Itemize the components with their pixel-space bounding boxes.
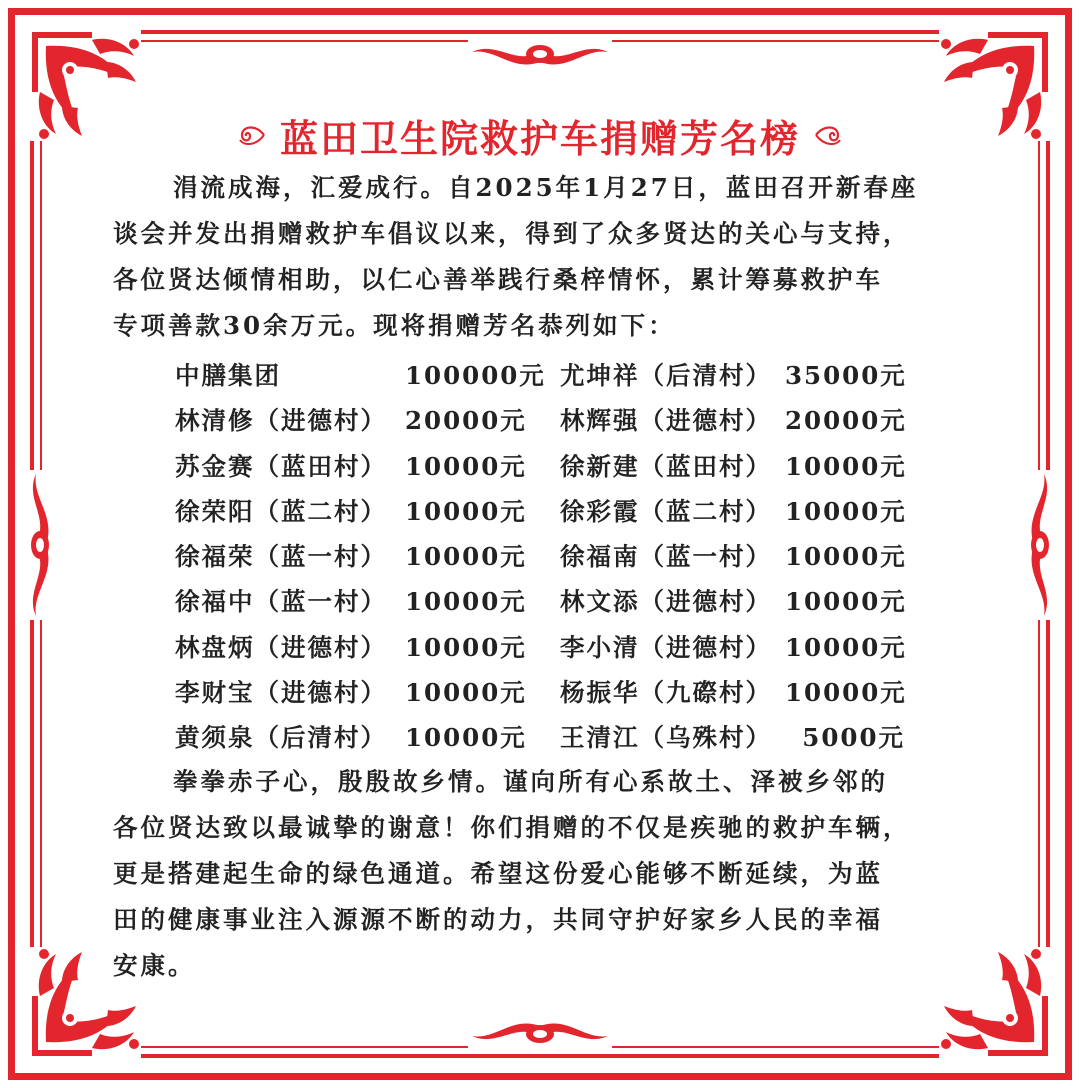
- donor-name: 徐福荣（蓝一村）: [175, 542, 387, 572]
- intro-line: 各位贤达倾情相助，以仁心善举践行桑梓情怀，累计筹募救护车: [113, 265, 883, 294]
- donor-amount: 10000元: [785, 542, 907, 572]
- title-right-scroll-icon: [814, 122, 844, 148]
- donor-name: 林清修（进德村）: [175, 406, 387, 436]
- donor-amount: 10000元: [785, 451, 907, 481]
- donor-amount: 10000元: [405, 587, 527, 617]
- donor-amount: 10000元: [405, 723, 527, 753]
- donor-row: [175, 670, 935, 715]
- donor-amount: 10000元: [405, 496, 527, 526]
- closing-line: 各位贤达致以最诚挚的谢意！你们捐赠的不仅是疾驰的救护车辆，: [113, 813, 911, 842]
- donor-name: 徐荣阳（蓝二村）: [175, 496, 387, 526]
- closing-line: 更是搭建起生命的绿色通道。希望这份爱心能够不断延续，为蓝: [113, 859, 883, 888]
- donor-name: 苏金赛（蓝田村）: [175, 451, 387, 481]
- page-title: 蓝田卫生院救护车捐赠芳名榜: [279, 115, 800, 161]
- donor-name: 徐福中（蓝一村）: [175, 587, 387, 617]
- right-center-ornament: [1014, 470, 1058, 620]
- intro-paragraph: [113, 165, 975, 349]
- donor-row: [175, 398, 935, 443]
- donor-amount: 10000元: [785, 587, 907, 617]
- top-center-ornament: [468, 38, 612, 78]
- donor-row: [175, 579, 935, 624]
- donor-name: 李小清（进德村）: [560, 632, 772, 662]
- left-center-ornament: [22, 470, 66, 620]
- donor-name: 林辉强（进德村）: [560, 406, 772, 436]
- donor-name: 林文添（进德村）: [560, 587, 772, 617]
- title-bar: [0, 103, 1080, 167]
- donor-amount: 5000元: [802, 723, 905, 753]
- donor-amount: 10000元: [405, 678, 527, 708]
- donor-name: 王清江（乌殊村）: [560, 723, 772, 753]
- donor-row: [175, 444, 935, 489]
- donor-amount: 10000元: [785, 632, 907, 662]
- donor-amount: 10000元: [785, 678, 907, 708]
- donor-name: 杨振华（九磜村）: [560, 678, 772, 708]
- closing-paragraph: [113, 759, 975, 989]
- closing-line: 拳拳赤子心，殷殷故乡情。谨向所有心系故土、泽被乡邻的: [173, 767, 888, 796]
- donor-amount: 20000元: [785, 406, 907, 436]
- donor-list: [175, 353, 935, 761]
- donor-amount: 35000元: [785, 361, 907, 390]
- donor-name: 李财宝（进德村）: [175, 678, 387, 708]
- closing-line: 安康。: [113, 951, 196, 980]
- donor-name: 徐彩霞（蓝二村）: [560, 496, 772, 526]
- bottom-center-ornament: [468, 1010, 612, 1050]
- intro-line: 谈会并发出捐赠救护车倡议以来，得到了众多贤达的关心与支持，: [113, 219, 911, 248]
- intro-line: 专项善款30余万元。现将捐赠芳名恭列如下：: [113, 311, 676, 340]
- donor-name: 中膳集团: [175, 361, 281, 390]
- donor-amount: 100000元: [405, 361, 546, 390]
- donor-amount: 10000元: [405, 632, 527, 662]
- donor-amount: 10000元: [405, 451, 527, 481]
- donor-name: 林盘炳（进德村）: [175, 632, 387, 662]
- closing-line: 田的健康事业注入源源不断的动力，共同守护好家乡人民的幸福: [113, 905, 883, 934]
- donor-row: [175, 353, 935, 398]
- donor-name: 徐新建（蓝田村）: [560, 451, 772, 481]
- donor-row: [175, 625, 935, 670]
- donor-row: [175, 534, 935, 579]
- donor-row: [175, 715, 935, 760]
- intro-line: 涓流成海，汇爱成行。自2025年1月27日，蓝田召开新春座: [173, 173, 919, 202]
- donor-name: 尤坤祥（后清村）: [560, 361, 772, 390]
- donor-amount: 10000元: [405, 542, 527, 572]
- donor-amount: 10000元: [785, 496, 907, 526]
- title-left-scroll-icon: [236, 122, 266, 148]
- donor-name: 徐福南（蓝一村）: [560, 542, 772, 572]
- donor-row: [175, 489, 935, 534]
- donor-amount: 20000元: [405, 406, 527, 436]
- donor-name: 黄须泉（后清村）: [175, 723, 387, 753]
